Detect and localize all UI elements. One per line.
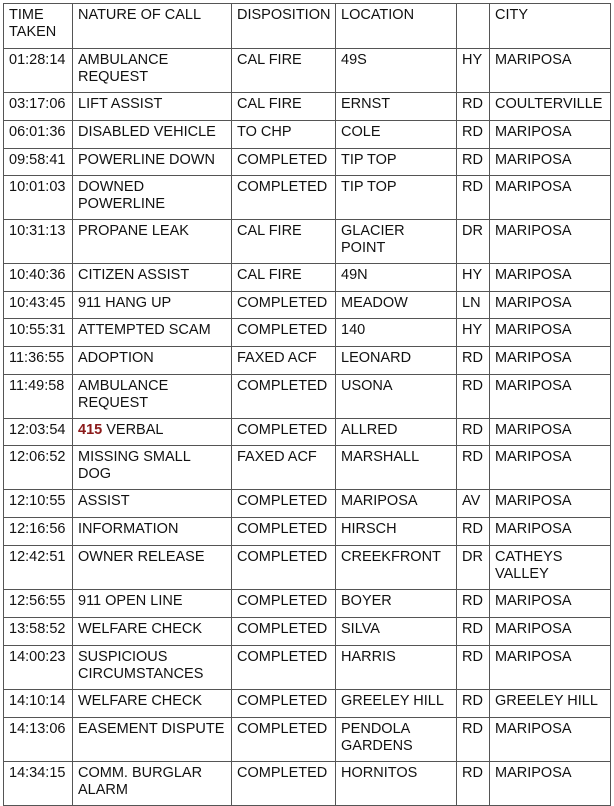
header-city: CITY	[490, 4, 611, 49]
table-row	[4, 762, 611, 806]
cell-location: MARIPOSA	[336, 490, 457, 518]
cell-nature-of-call	[73, 546, 232, 590]
cell-time: 10:40:36	[4, 264, 73, 292]
cell-time: 12:10:55	[4, 490, 73, 518]
cell-city: MARIPOSA	[490, 446, 611, 490]
cell-nature-of-call	[73, 490, 232, 518]
nature-text: VERBAL	[102, 422, 164, 438]
cell-disposition: COMPLETED	[232, 176, 336, 220]
cell-location: TIP TOP	[336, 176, 457, 220]
cell-street-suffix: RD	[457, 690, 490, 718]
cell-city: MARIPOSA	[490, 490, 611, 518]
table-row	[4, 49, 611, 93]
cell-street-suffix: DR	[457, 220, 490, 264]
cell-disposition: FAXED ACF	[232, 347, 336, 375]
cell-street-suffix: RD	[457, 419, 490, 446]
cell-disposition: COMPLETED	[232, 618, 336, 646]
cell-location: 140	[336, 319, 457, 347]
table-row	[4, 690, 611, 718]
cell-location: ERNST	[336, 93, 457, 121]
cell-street-suffix: RD	[457, 446, 490, 490]
table-row	[4, 149, 611, 176]
cell-time: 12:06:52	[4, 446, 73, 490]
nature-text: POWERLINE DOWN	[78, 152, 215, 168]
cell-location: PENDOLA GARDENS	[336, 718, 457, 762]
nature-text: AMBULANCE REQUEST	[78, 378, 173, 411]
cell-nature-of-call	[73, 690, 232, 718]
cell-city: MARIPOSA	[490, 590, 611, 618]
table-row	[4, 446, 611, 490]
call-log-table	[3, 3, 611, 806]
table-row	[4, 419, 611, 446]
cell-city: MARIPOSA	[490, 149, 611, 176]
cell-city: CATHEYS VALLEY	[490, 546, 611, 590]
cell-location: HARRIS	[336, 646, 457, 690]
cell-disposition: COMPLETED	[232, 149, 336, 176]
cell-nature-of-call	[73, 762, 232, 806]
table-row	[4, 264, 611, 292]
nature-text: WELFARE CHECK	[78, 621, 203, 637]
cell-location: USONA	[336, 375, 457, 419]
cell-time: 10:43:45	[4, 292, 73, 319]
cell-time: 06:01:36	[4, 121, 73, 149]
cell-city: MARIPOSA	[490, 518, 611, 546]
cell-nature-of-call	[73, 718, 232, 762]
cell-disposition: COMPLETED	[232, 590, 336, 618]
nature-text: OWNER RELEASE	[78, 549, 205, 565]
cell-disposition: CAL FIRE	[232, 93, 336, 121]
header-disposition: DISPOSITION	[232, 4, 336, 49]
header-street-suffix	[457, 4, 490, 49]
nature-text: WELFARE CHECK	[78, 693, 203, 709]
cell-disposition: COMPLETED	[232, 319, 336, 347]
cell-disposition: CAL FIRE	[232, 220, 336, 264]
cell-street-suffix: RD	[457, 718, 490, 762]
cell-location: COLE	[336, 121, 457, 149]
table-row	[4, 347, 611, 375]
table-row	[4, 590, 611, 618]
cell-time: 14:10:14	[4, 690, 73, 718]
cell-nature-of-call	[73, 646, 232, 690]
cell-street-suffix: RD	[457, 518, 490, 546]
cell-time: 11:36:55	[4, 347, 73, 375]
nature-text: ATTEMPTED SCAM	[78, 322, 211, 338]
cell-nature-of-call	[73, 375, 232, 419]
cell-time: 12:16:56	[4, 518, 73, 546]
cell-street-suffix: RD	[457, 618, 490, 646]
cell-street-suffix: DR	[457, 546, 490, 590]
table-row	[4, 618, 611, 646]
cell-nature-of-call	[73, 49, 232, 93]
cell-location: MEADOW	[336, 292, 457, 319]
cell-time: 12:03:54	[4, 419, 73, 446]
nature-text: EASEMENT DISPUTE	[78, 721, 225, 737]
cell-city: MARIPOSA	[490, 618, 611, 646]
cell-location: HORNITOS	[336, 762, 457, 806]
cell-city: MARIPOSA	[490, 646, 611, 690]
cell-disposition: COMPLETED	[232, 292, 336, 319]
cell-disposition: COMPLETED	[232, 690, 336, 718]
cell-city: MARIPOSA	[490, 176, 611, 220]
cell-location: GLACIER POINT	[336, 220, 457, 264]
cell-disposition: COMPLETED	[232, 546, 336, 590]
cell-city: MARIPOSA	[490, 347, 611, 375]
cell-time: 03:17:06	[4, 93, 73, 121]
cell-city: COULTERVILLE	[490, 93, 611, 121]
cell-disposition: COMPLETED	[232, 718, 336, 762]
cell-street-suffix: HY	[457, 264, 490, 292]
table-row	[4, 319, 611, 347]
table-row	[4, 375, 611, 419]
cell-location: HIRSCH	[336, 518, 457, 546]
cell-nature-of-call	[73, 149, 232, 176]
cell-disposition: CAL FIRE	[232, 264, 336, 292]
nature-text: COMM. BURGLAR ALARM	[78, 765, 206, 798]
cell-city: MARIPOSA	[490, 121, 611, 149]
cell-location: MARSHALL	[336, 446, 457, 490]
nature-text: LIFT ASSIST	[78, 96, 163, 112]
nature-text: DISABLED VEHICLE	[78, 124, 216, 140]
table-header-row	[4, 4, 611, 49]
cell-time: 10:01:03	[4, 176, 73, 220]
penal-code-number: 415	[78, 422, 103, 438]
table-row	[4, 546, 611, 590]
table-row	[4, 121, 611, 149]
cell-time: 14:34:15	[4, 762, 73, 806]
cell-city: MARIPOSA	[490, 375, 611, 419]
cell-location: TIP TOP	[336, 149, 457, 176]
cell-disposition: COMPLETED	[232, 375, 336, 419]
cell-disposition: TO CHP	[232, 121, 336, 149]
cell-disposition: COMPLETED	[232, 518, 336, 546]
table-row	[4, 176, 611, 220]
cell-time: 14:00:23	[4, 646, 73, 690]
nature-text: INFORMATION	[78, 521, 179, 537]
header-nature-of-call: NATURE OF CALL	[73, 4, 232, 49]
cell-disposition: COMPLETED	[232, 490, 336, 518]
cell-nature-of-call	[73, 93, 232, 121]
cell-location: 49S	[336, 49, 457, 93]
cell-street-suffix: AV	[457, 490, 490, 518]
cell-street-suffix: RD	[457, 149, 490, 176]
nature-text: CITIZEN ASSIST	[78, 267, 190, 283]
nature-text: SUSPICIOUS CIRCUMSTANCES	[78, 649, 204, 682]
cell-nature-of-call	[73, 518, 232, 546]
cell-city: MARIPOSA	[490, 220, 611, 264]
cell-location: SILVA	[336, 618, 457, 646]
cell-street-suffix: HY	[457, 49, 490, 93]
cell-location: ALLRED	[336, 419, 457, 446]
nature-text: ADOPTION	[78, 350, 154, 366]
cell-street-suffix: RD	[457, 176, 490, 220]
cell-time: 01:28:14	[4, 49, 73, 93]
cell-nature-of-call	[73, 446, 232, 490]
cell-city: MARIPOSA	[490, 718, 611, 762]
cell-time: 10:31:13	[4, 220, 73, 264]
table-row	[4, 518, 611, 546]
cell-nature-of-call	[73, 319, 232, 347]
cell-time: 14:13:06	[4, 718, 73, 762]
nature-text: ASSIST	[78, 493, 130, 509]
table-row	[4, 93, 611, 121]
cell-nature-of-call	[73, 220, 232, 264]
cell-nature-of-call	[73, 121, 232, 149]
cell-time: 09:58:41	[4, 149, 73, 176]
header-time-taken: TIME TAKEN	[4, 4, 73, 49]
cell-city: GREELEY HILL	[490, 690, 611, 718]
nature-text: 911 OPEN LINE	[78, 593, 183, 609]
call-log-body	[4, 4, 611, 806]
cell-location: CREEKFRONT	[336, 546, 457, 590]
cell-street-suffix: HY	[457, 319, 490, 347]
cell-nature-of-call	[73, 590, 232, 618]
cell-nature-of-call	[73, 292, 232, 319]
cell-time: 11:49:58	[4, 375, 73, 419]
cell-street-suffix: RD	[457, 375, 490, 419]
nature-text: PROPANE LEAK	[78, 223, 189, 239]
cell-street-suffix: RD	[457, 590, 490, 618]
cell-disposition: COMPLETED	[232, 646, 336, 690]
table-row	[4, 292, 611, 319]
table-row	[4, 718, 611, 762]
cell-nature-of-call	[73, 176, 232, 220]
cell-time: 13:58:52	[4, 618, 73, 646]
cell-time: 12:42:51	[4, 546, 73, 590]
table-row	[4, 490, 611, 518]
nature-text: MISSING SMALL DOG	[78, 449, 195, 482]
cell-nature-of-call	[73, 264, 232, 292]
cell-location: GREELEY HILL	[336, 690, 457, 718]
cell-street-suffix: RD	[457, 347, 490, 375]
cell-street-suffix: LN	[457, 292, 490, 319]
table-row	[4, 220, 611, 264]
cell-nature-of-call	[73, 419, 232, 446]
cell-disposition: COMPLETED	[232, 762, 336, 806]
cell-nature-of-call	[73, 618, 232, 646]
cell-disposition: COMPLETED	[232, 419, 336, 446]
cell-location: LEONARD	[336, 347, 457, 375]
cell-city: MARIPOSA	[490, 319, 611, 347]
cell-location: 49N	[336, 264, 457, 292]
cell-street-suffix: RD	[457, 121, 490, 149]
cell-city: MARIPOSA	[490, 292, 611, 319]
cell-nature-of-call	[73, 347, 232, 375]
nature-text: AMBULANCE REQUEST	[78, 52, 173, 85]
cell-time: 12:56:55	[4, 590, 73, 618]
nature-text: 911 HANG UP	[78, 295, 172, 311]
cell-disposition: FAXED ACF	[232, 446, 336, 490]
cell-city: MARIPOSA	[490, 762, 611, 806]
cell-location: BOYER	[336, 590, 457, 618]
cell-city: MARIPOSA	[490, 264, 611, 292]
cell-disposition: CAL FIRE	[232, 49, 336, 93]
cell-street-suffix: RD	[457, 762, 490, 806]
cell-city: MARIPOSA	[490, 49, 611, 93]
cell-street-suffix: RD	[457, 646, 490, 690]
table-row	[4, 646, 611, 690]
nature-text: DOWNED POWERLINE	[78, 179, 166, 212]
cell-city: MARIPOSA	[490, 419, 611, 446]
cell-time: 10:55:31	[4, 319, 73, 347]
cell-street-suffix: RD	[457, 93, 490, 121]
header-location: LOCATION	[336, 4, 457, 49]
